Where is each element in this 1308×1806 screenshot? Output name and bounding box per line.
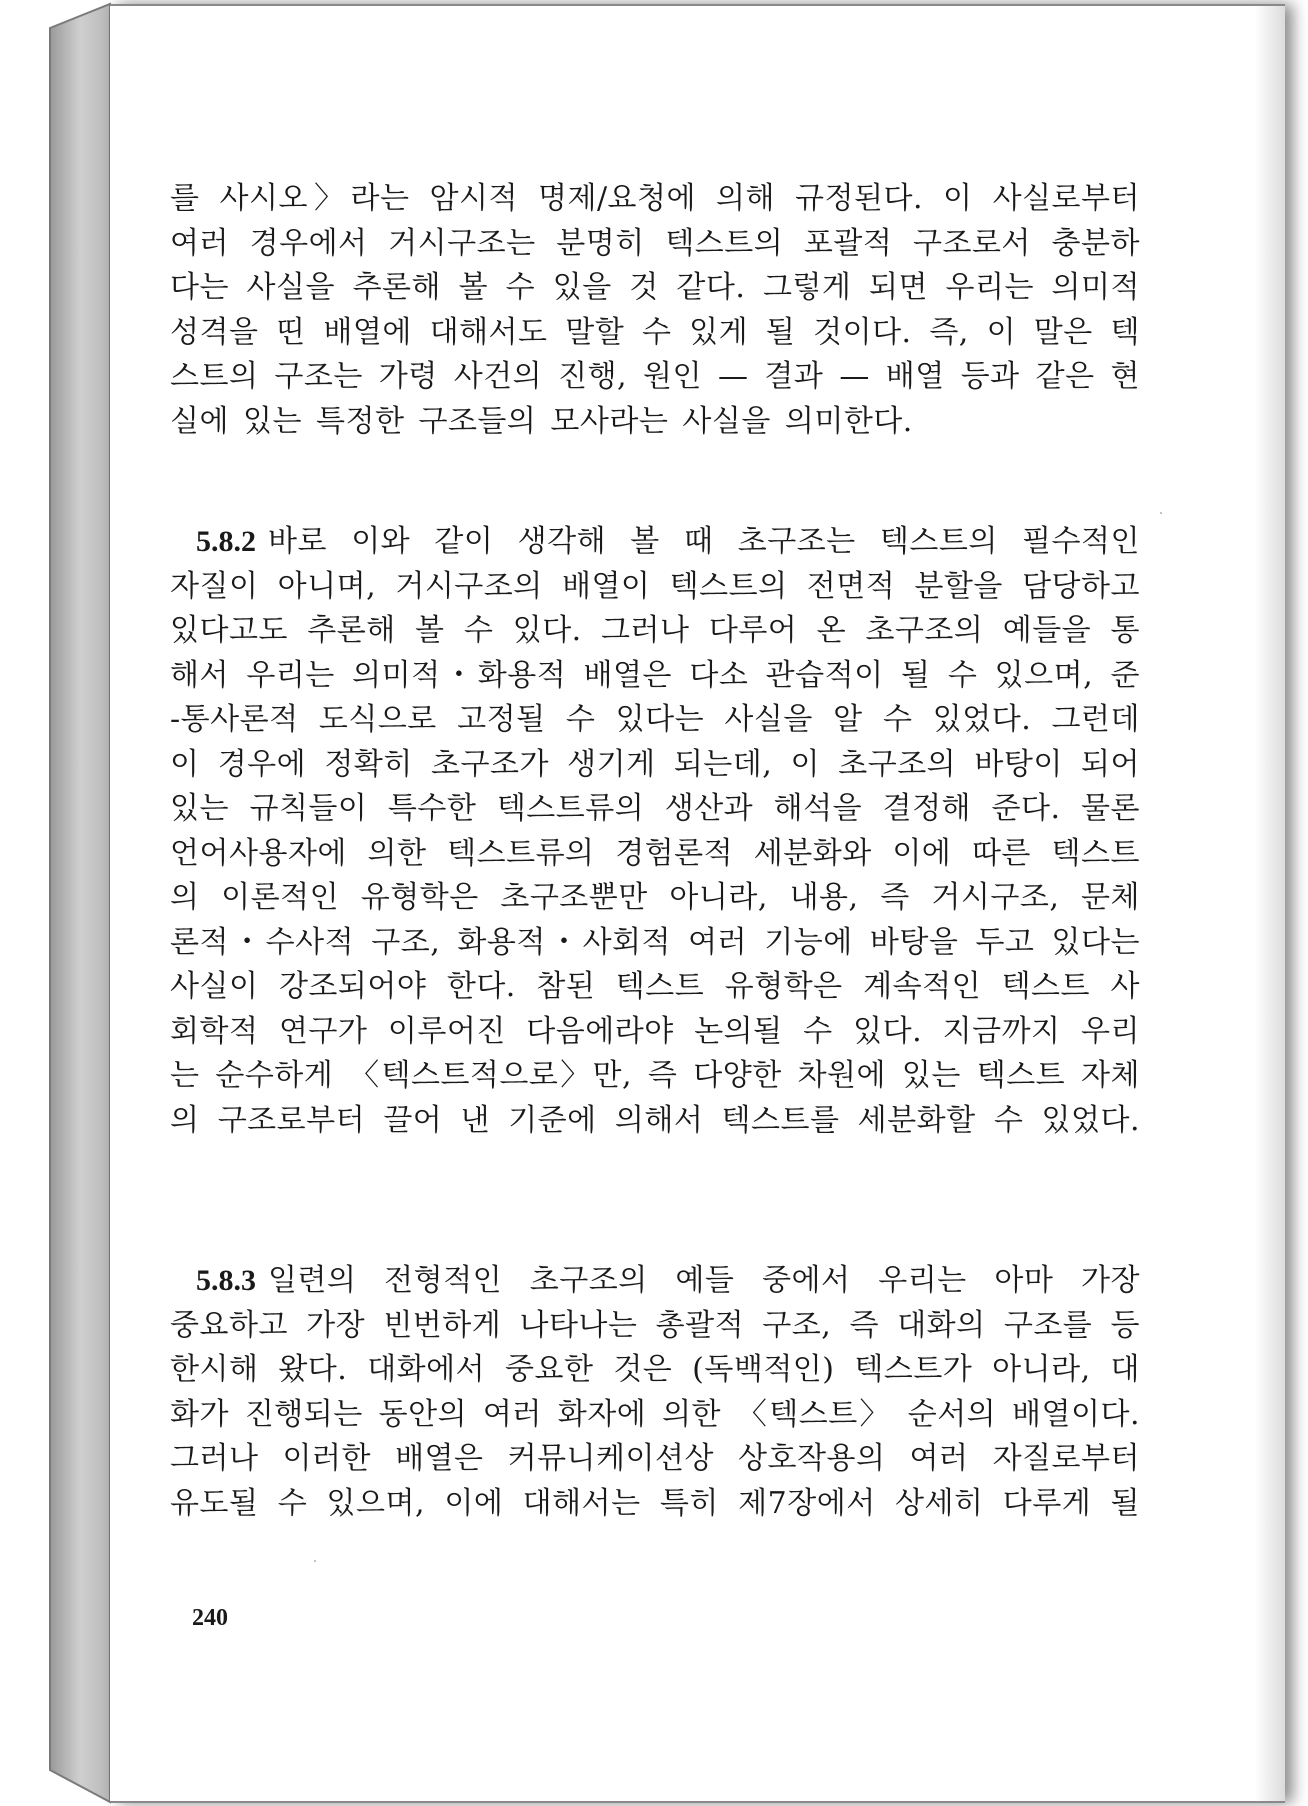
section-number: 5.8.3 [196,1264,256,1297]
text-line: 회학적 연구가 이루어진 다음에라야 논의될 수 있다. 지금까지 우리 [170,1013,1140,1049]
text-line: 바로 이와 같이 생각해 볼 때 초구조는 텍스트의 필수적인 [268,524,1140,559]
text-line: 화가 진행되는 동안의 여러 화자에 의한 〈텍스트〉 순서의 배열이다. [170,1396,1140,1432]
text-line: 실에 있는 특정한 구조들의 모사라는 사실을 의미한다. [170,403,913,439]
text-line: 유도될 수 있으며, 이에 대해서는 특히 제7장에서 상세히 다루게 될 [170,1485,1140,1521]
text-line: 다는 사실을 추론해 볼 수 있을 것 같다. 그렇게 되면 우리는 의미적 [170,270,1140,305]
text-line: 사실이 강조되어야 한다. 참된 텍스트 유형학은 계속적인 텍스트 사 [170,969,1140,1004]
text-line: 그러나 이러한 배열은 커뮤니케이션상 상호작용의 여러 자질로부터 [170,1441,1140,1476]
text-line: 의 이론적인 유형학은 초구조뿐만 아니라, 내용, 즉 거시구조, 문체 [170,880,1140,915]
text-line: 있다고도 추론해 볼 수 있다. 그러나 다루어 온 초구조의 예들을 통 [170,613,1140,648]
paragraph-5-8-3 [170,1259,1140,1526]
text-line: 이 경우에 정확히 초구조가 생기게 되는데, 이 초구조의 바탕이 되어 [170,746,1140,782]
text-line: 언어사용자에 의한 텍스트류의 경험론적 세분화와 이에 따른 텍스트 [170,835,1140,871]
text-line: 중요하고 가장 빈번하게 나타나는 총괄적 구조, 즉 대화의 구조를 등 [170,1307,1140,1343]
text-line: 일련의 전형적인 초구조의 예들 중에서 우리는 아마 가장 [268,1263,1140,1298]
section-number: 5.8.2 [196,525,256,558]
text-line: 성격을 띤 배열에 대해서도 말할 수 있게 될 것이다. 즉, 이 말은 텍 [170,314,1140,350]
text-line: 자질이 아니며, 거시구조의 배열이 텍스트의 전면적 분할을 담당하고 [170,568,1140,604]
text-line: 를 사시오〉라는 암시적 명제/요청에 의해 규정된다. 이 사실로부터 [170,181,1140,216]
page-edge-shadow [1255,6,1285,1801]
text-line: 론적・수사적 구조, 화용적・사회적 여러 기능에 바탕을 두고 있다는 [170,924,1140,960]
text-line: 는 순수하게 〈텍스트적으로〉만, 즉 다양한 차원에 있는 텍스트 자체 [170,1058,1140,1093]
text-line-first [170,1259,1140,1304]
text-line-first [170,520,1140,565]
text-line: 스트의 구조는 가령 사건의 진행, 원인 — 결과 — 배열 등과 같은 현 [170,359,1140,394]
text-line: 여러 경우에서 거시구조는 분명히 텍스트의 포괄적 구조로서 충분하 [170,225,1140,261]
scan-speck [1160,512,1162,514]
page-number: 240 [192,1605,228,1631]
paragraph-5-8-2 [170,520,1140,1143]
text-line: 의 구조로부터 끌어 낸 기준에 의해서 텍스트를 세분화할 수 있었다. [170,1102,1140,1138]
text-line: -통사론적 도식으로 고정될 수 있다는 사실을 알 수 있었다. 그런데 [170,702,1140,737]
paragraph-1 [170,177,1140,444]
text-line: 있는 규칙들이 특수한 텍스트류의 생산과 해석을 결정해 준다. 물론 [170,791,1140,826]
text-line: 한시해 왔다. 대화에서 중요한 것은 (독백적인) 텍스트가 아니라, 대 [170,1352,1140,1387]
text-line: 해서 우리는 의미적・화용적 배열은 다소 관습적이 될 수 있으며, 준 [170,657,1140,693]
scan-speck [314,1560,316,1562]
